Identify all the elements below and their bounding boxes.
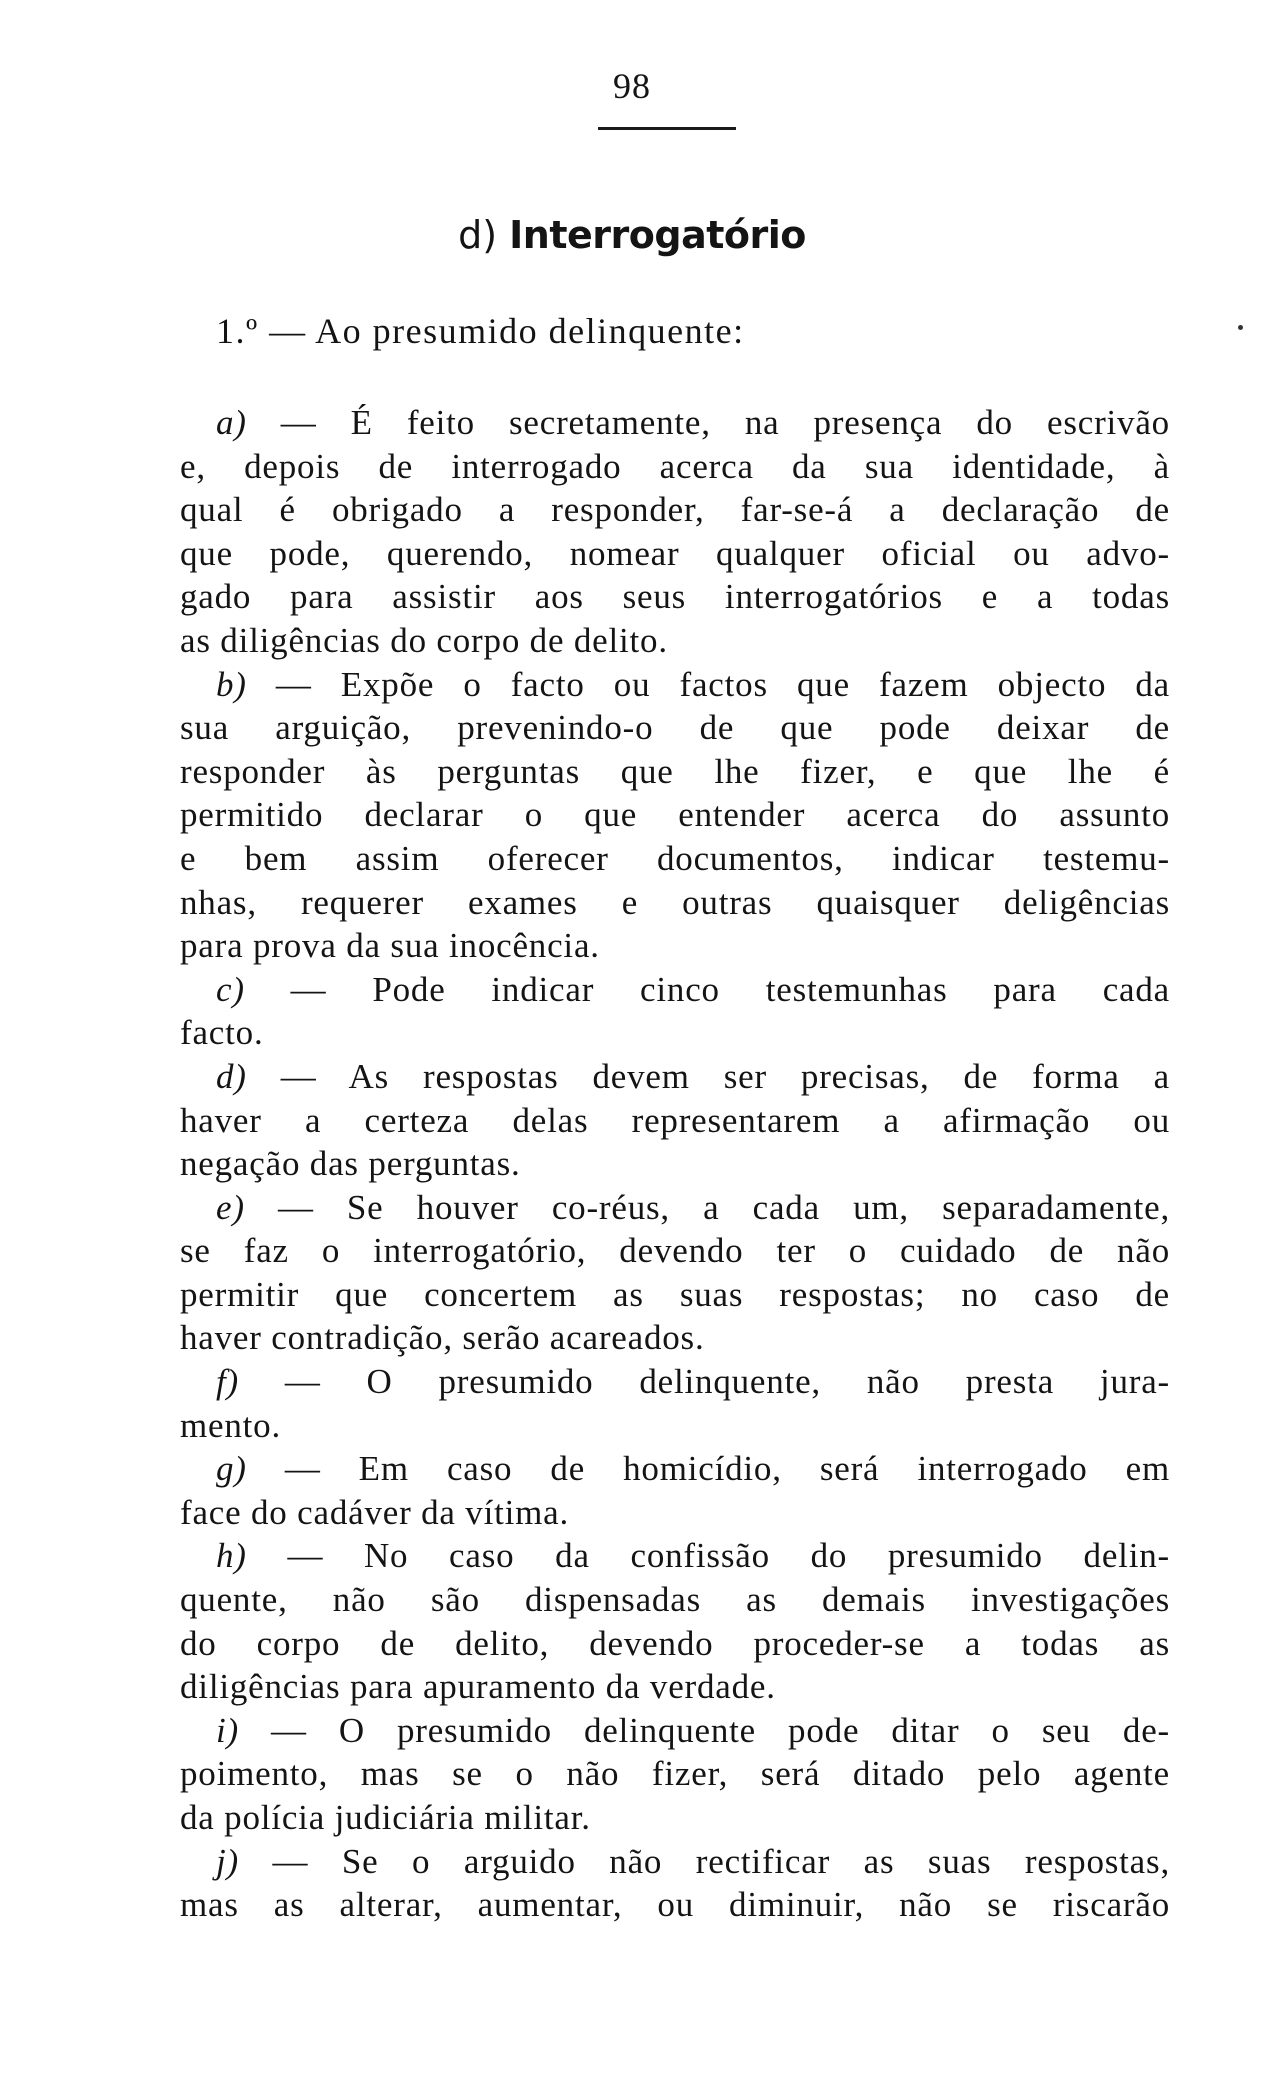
paragraph-text: para prova da sua inocência. (180, 926, 600, 966)
paragraph-line (180, 445, 1170, 489)
paragraph-text: — O presumido delinquente, não presta jura- (238, 1362, 1170, 1402)
paragraph-marker: e) (216, 1187, 245, 1227)
paragraph-text: e, depois de interrogado acerca da sua identidade, à (180, 446, 1170, 486)
paragraph-text: sua arguição, prevenindo-o de que pode deixar de (180, 708, 1170, 748)
paragraph-line (180, 1491, 1170, 1535)
paragraph-text: — O presumido delinquente pode ditar o seu de- (238, 1710, 1170, 1750)
print-speck (1238, 325, 1243, 330)
paragraph-marker: g) (216, 1449, 247, 1489)
paragraph-line (180, 1578, 1170, 1622)
paragraph-text: — É feito secretamente, na presença do escrivão (246, 403, 1170, 442)
paragraph-text: qual é obrigado a responder, far-se-á a declaração de (180, 490, 1170, 530)
paragraph-line (180, 1796, 1170, 1840)
paragraph-line (180, 1316, 1170, 1360)
paragraph-text: as diligências do corpo de delito. (180, 620, 668, 660)
paragraph-marker: c) (216, 969, 245, 1009)
paragraph-text: — As respostas devem ser precisas, de forma a (246, 1056, 1170, 1096)
paragraph-line (180, 575, 1170, 619)
paragraph-text: — Se o arguido não rectificar as suas respostas, (238, 1841, 1170, 1881)
paragraph-line (180, 532, 1170, 576)
paragraph-line (180, 793, 1170, 837)
paragraph-text: se faz o interrogatório, devendo ter o cuidado de não (180, 1231, 1170, 1271)
paragraph-line (180, 1099, 1170, 1143)
paragraph-line (180, 663, 1170, 707)
paragraph-line (180, 750, 1170, 794)
section-title-word: Interrogatório (509, 213, 806, 257)
paragraph-marker: d) (216, 1056, 247, 1096)
paragraph-line (180, 1360, 1170, 1404)
paragraph-line (180, 924, 1170, 968)
paragraph-line (180, 1622, 1170, 1666)
paragraph-marker: j) (216, 1841, 239, 1881)
paragraph-text: — No caso da confissão do presumido delin- (246, 1536, 1170, 1576)
page-number: 98 (613, 66, 651, 106)
section-title-letter: d) (458, 213, 498, 257)
paragraph-text: permitir que concertem as suas respostas; no caso de (180, 1274, 1170, 1314)
paragraph-line (180, 837, 1170, 881)
paragraph-text: que pode, querendo, nomear qualquer oficial ou advo- (180, 533, 1170, 573)
paragraph-line (180, 706, 1170, 750)
paragraph-marker: a) (216, 403, 247, 442)
paragraph-line (180, 1709, 1170, 1753)
paragraph-text: e bem assim oferecer documentos, indicar testemu- (180, 838, 1170, 878)
paragraph-marker: h) (216, 1536, 247, 1576)
paragraph-text: permitido declarar o que entender acerca do assunto (180, 795, 1170, 835)
paragraph-line (180, 1404, 1170, 1448)
paragraph-line (180, 1534, 1170, 1578)
paragraph-line (180, 1055, 1170, 1099)
paragraph-text: — Expõe o facto ou factos que fazem objecto da (246, 664, 1170, 704)
paragraph-text: gado para assistir aos seus interrogatórios e a todas (180, 577, 1170, 617)
paragraph-line (180, 1752, 1170, 1796)
paragraph-line (180, 1447, 1170, 1491)
paragraph-line (180, 881, 1170, 925)
paragraph-text: face do cadáver da vítima. (180, 1492, 570, 1532)
paragraph-text: mento. (180, 1405, 282, 1445)
paragraph-text: da polícia judiciária militar. (180, 1798, 591, 1837)
page-number-rule (598, 127, 736, 130)
paragraph-text: negação das perguntas. (180, 1144, 521, 1184)
paragraph-text: responder às perguntas que lhe fizer, e que lhe é (180, 751, 1170, 791)
paragraph-line (180, 1011, 1170, 1055)
body-text (180, 401, 1170, 1927)
intro-line: 1.º — Ao presumido delinquente: (216, 311, 745, 351)
paragraph-line (180, 1273, 1170, 1317)
paragraph-line (180, 1840, 1170, 1884)
paragraph-line (180, 488, 1170, 532)
paragraph-text: facto. (180, 1013, 264, 1053)
paragraph-text: — Se houver co-réus, a cada um, separadamente, (244, 1187, 1170, 1227)
paragraph-text: mas as alterar, aumentar, ou diminuir, não se riscarão (180, 1885, 1170, 1925)
paragraph-text: quente, não são dispensadas as demais investigações (180, 1580, 1170, 1620)
paragraph-line (180, 1229, 1170, 1273)
paragraph-text: haver a certeza delas representarem a afirmação ou (180, 1100, 1170, 1140)
paragraph-line (180, 1883, 1170, 1927)
paragraph-line (180, 1186, 1170, 1230)
paragraph-marker: i) (216, 1710, 239, 1750)
paragraph-line (180, 1665, 1170, 1709)
paragraph-line (180, 1142, 1170, 1186)
paragraph-text: haver contradição, serão acareados. (180, 1318, 705, 1358)
paragraph-marker: b) (216, 664, 247, 704)
paragraph-text: diligências para apuramento da verdade. (180, 1667, 776, 1707)
paragraph-line (180, 401, 1170, 445)
paragraph-line (180, 619, 1170, 663)
paragraph-text: do corpo de delito, devendo proceder-se a todas as (180, 1623, 1170, 1663)
paragraph-text: — Em caso de homicídio, será interrogado em (246, 1449, 1170, 1489)
paragraph-line (180, 968, 1170, 1012)
paragraph-marker: f) (216, 1362, 239, 1402)
section-title (0, 212, 1264, 258)
paragraph-text: — Pode indicar cinco testemunhas para cada (244, 969, 1170, 1009)
paragraph-text: nhas, requerer exames e outras quaisquer deligências (180, 882, 1170, 922)
paragraph-text: poimento, mas se o não fizer, será ditado pelo agente (180, 1754, 1170, 1794)
